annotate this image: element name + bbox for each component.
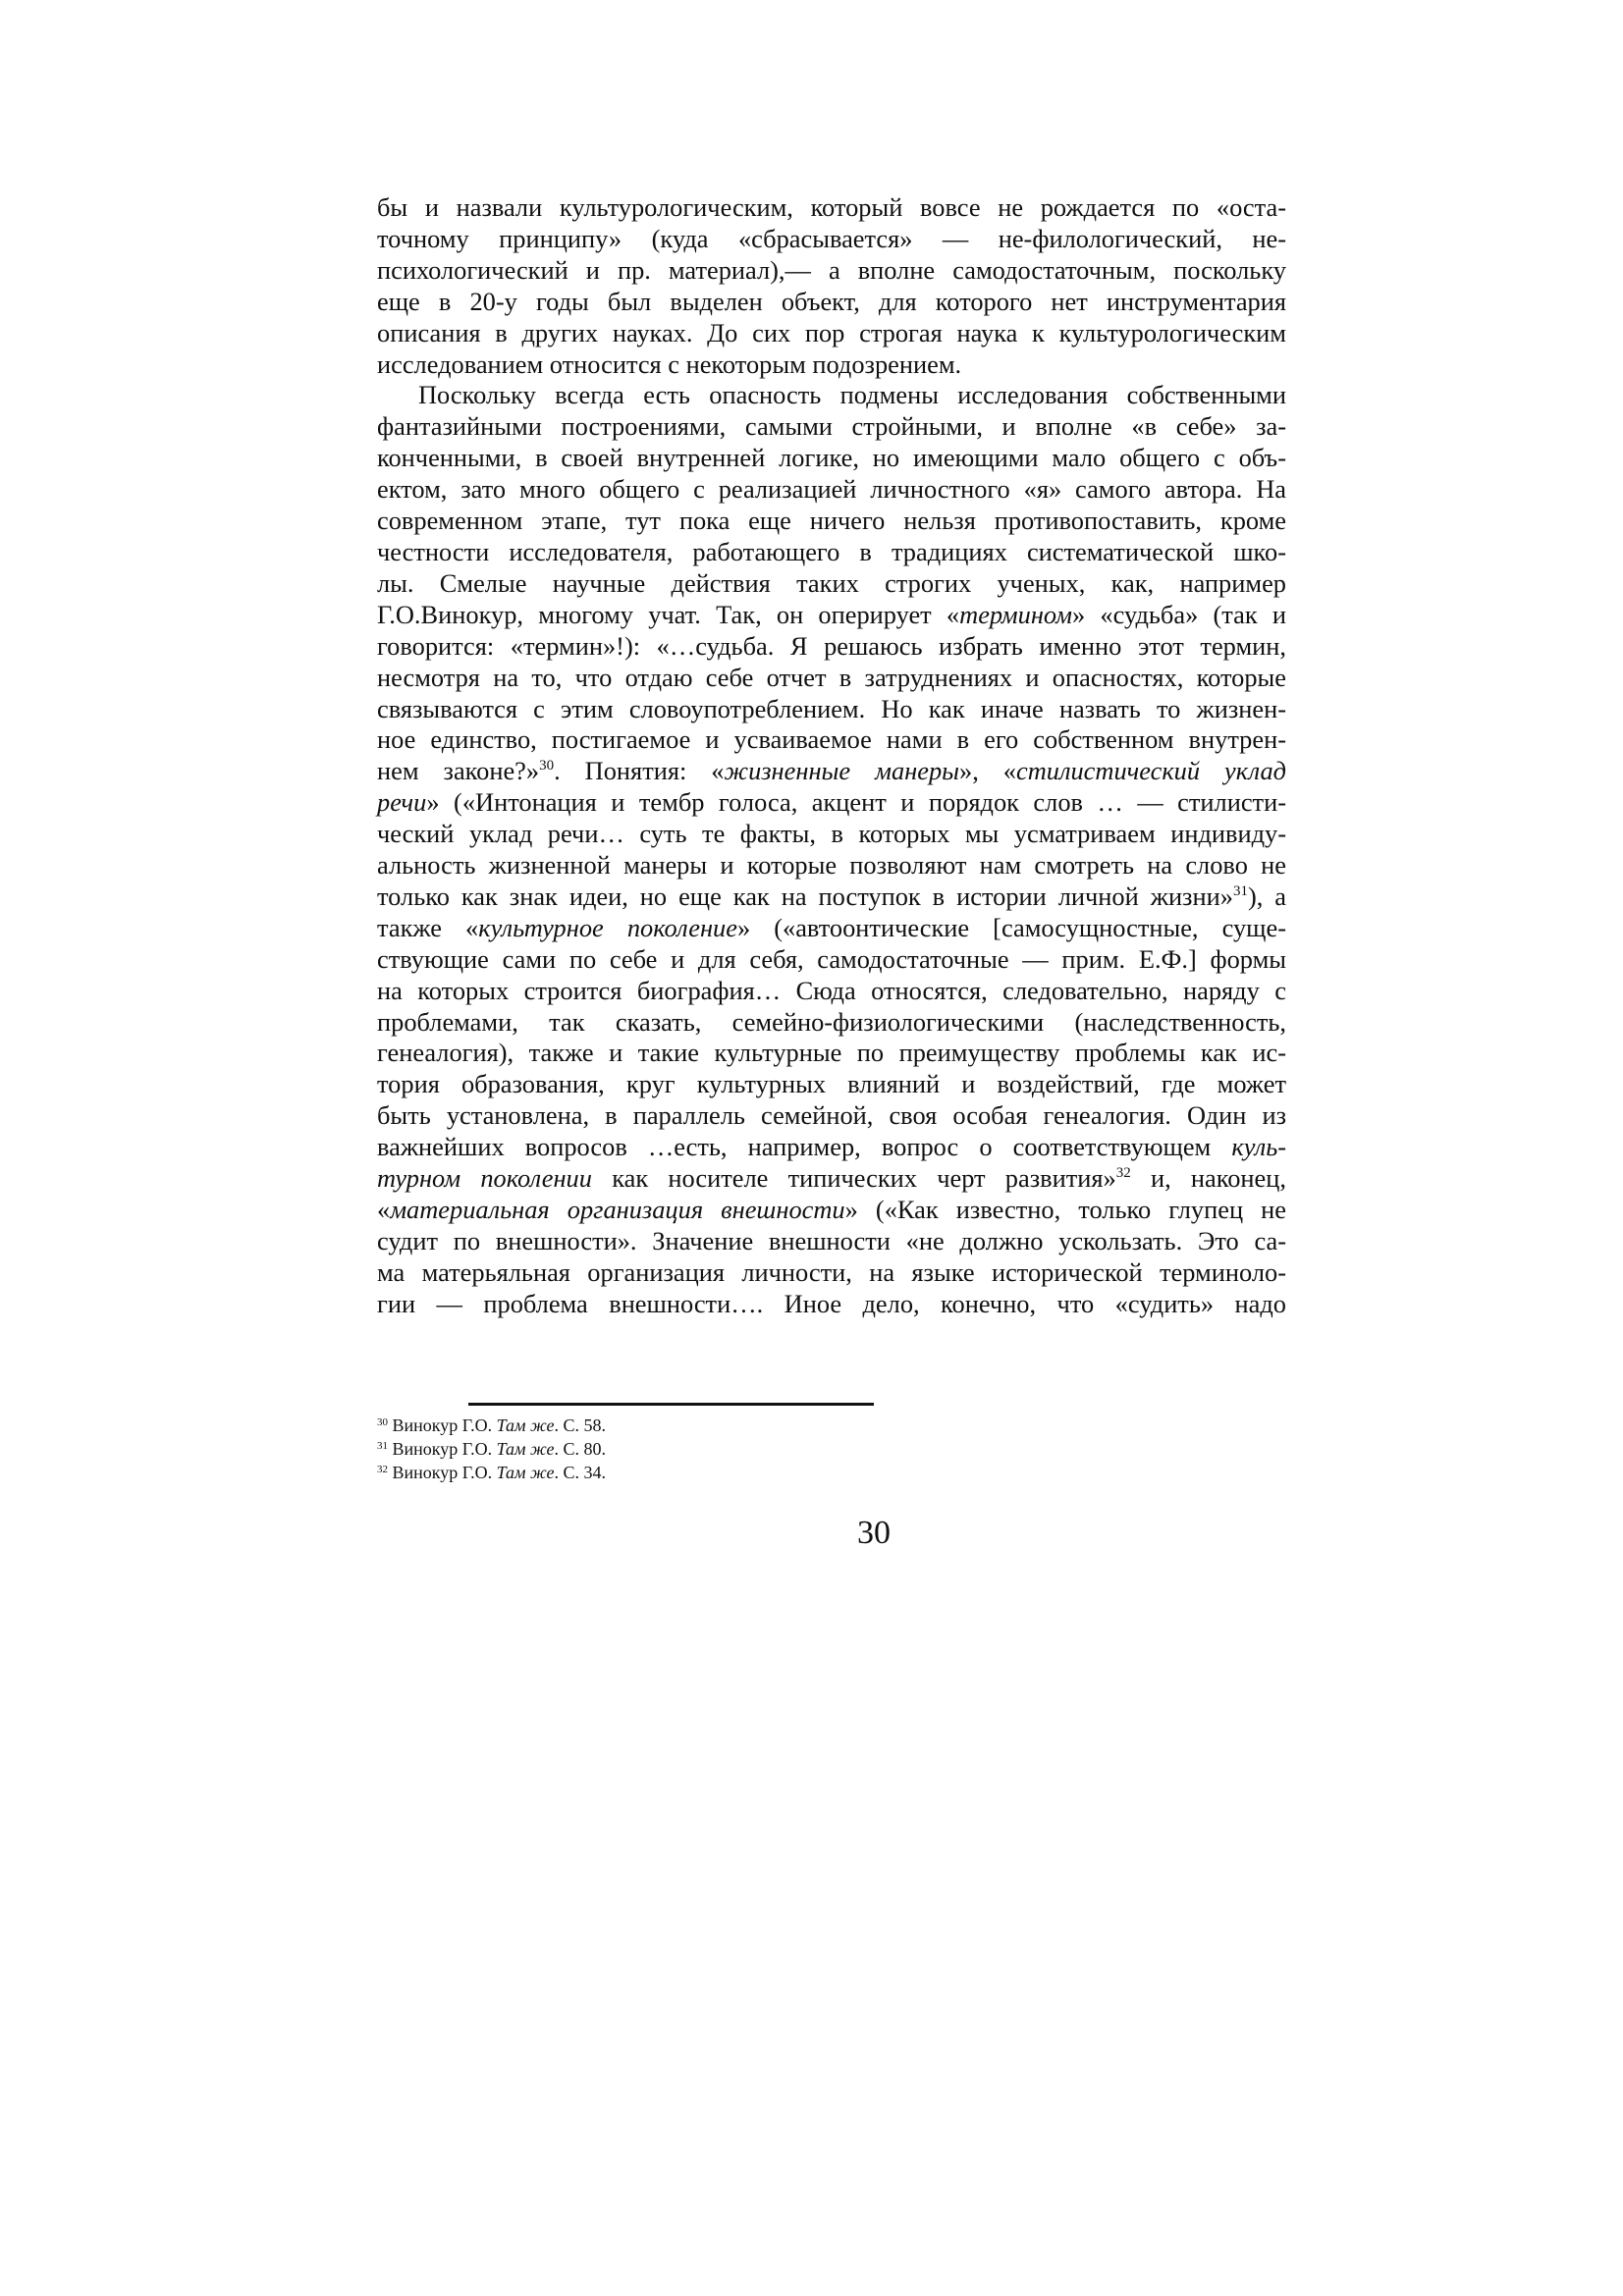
body-text [377, 192, 1286, 1320]
text-run: » («автоонтические [самосущностные, суще- [736, 912, 1286, 942]
text-run: » («Как известно, только глупец не [844, 1195, 1287, 1224]
text-line: говорится: «термин»!): «…судьба. Я решаюсь избрать именно этот термин, [377, 630, 1286, 661]
text-line [377, 787, 1286, 819]
footnote-number: 30 [377, 1416, 388, 1428]
text-run: важнейших вопросов …есть, например, вопрос о соответствующем [377, 1132, 1232, 1162]
footnote-author: Винокур Г.О. [392, 1439, 497, 1459]
text-line: точному принципу» (куда «сбрасывается» — не-филологический, не- [377, 223, 1286, 253]
text-run: » «судьба» (так и [1071, 599, 1287, 629]
italic-term: термином [959, 599, 1072, 629]
footnote-32 [377, 1461, 966, 1484]
footnote-page: . С. 34. [554, 1463, 606, 1482]
footnote-page: . С. 80. [554, 1439, 606, 1459]
text-line: генеалогия), также и такие культурные по преимуществу проблемы как ис- [377, 1038, 1286, 1068]
italic-term: куль- [1231, 1132, 1286, 1162]
footnote-ref: Там же [496, 1439, 555, 1459]
text-line: несмотря на то, что отдаю себе отчет в затруднениях и опасностях, которые [377, 662, 1286, 692]
text-run: . Понятия: « [554, 756, 725, 786]
text-line: ное единство, постигаемое и усваиваемое нами в его собственном внутрен- [377, 724, 1286, 755]
text-line: быть установлена, в параллель семейной, своя особая генеалогия. Один из [377, 1100, 1286, 1131]
italic-term: речи [377, 787, 427, 818]
text-line [377, 913, 1286, 944]
text-line: описания в других науках. До сих пор строгая наука к культурологическим [377, 317, 1286, 347]
paragraph-1 [377, 192, 1286, 380]
footnote-page: . С. 58. [554, 1415, 606, 1435]
text-run: и, наконец, [1130, 1163, 1286, 1194]
text-line: проблемами, так сказать, семейно-физиологическими (наследственность, [377, 1006, 1286, 1037]
text-line: ектом, зато много общего с реализацией личностного «я» самого автора. На [377, 474, 1286, 505]
footnote-ref: Там же [496, 1463, 555, 1482]
text-line: современном этапе, тут пока еще ничего нельзя противопоставить, кроме [377, 506, 1286, 536]
text-line: исследованием относится с некоторым подозрением. [377, 348, 962, 379]
text-line: ствующие сами по себе и для себя, самодостаточные — прим. Е.Ф.] формы [377, 943, 1286, 974]
text-run: », « [959, 756, 1017, 786]
text-run: Г.О.Винокур, многому учат. Так, он оперирует « [377, 599, 960, 629]
text-line: гии — проблема внешности…. Иное дело, конечно, что «судить» надо [377, 1288, 1286, 1318]
italic-term: турном поколении [377, 1163, 592, 1194]
text-line [377, 600, 1286, 631]
page-number: 30 [857, 1515, 891, 1551]
text-line: связываются с этим словоупотреблением. Но как иначе назвать то жизнен- [377, 693, 1286, 723]
text-run: нем законе?» [377, 756, 540, 786]
text-line [377, 756, 1286, 787]
text-run: как носителе типических черт развития» [591, 1163, 1116, 1194]
text-run: » («Интонация и тембр голоса, акцент и порядок слов … — стилисти- [426, 787, 1286, 818]
footnote-number: 32 [377, 1464, 388, 1475]
text-line [377, 1163, 1286, 1195]
footnotes [377, 1414, 966, 1484]
text-run: только как знак идеи, но еще как на поступок в истории личной жизни» [377, 881, 1233, 911]
text-line: ческий уклад речи… суть те факты, в которых мы усматриваем индивиду- [377, 819, 1286, 849]
text-run: ), а [1247, 881, 1287, 911]
footnote-ref-30: 30 [539, 758, 555, 774]
text-line: на которых строится биография… Сюда относятся, следовательно, наряду с [377, 975, 1286, 1005]
text-line: тория образования, круг культурных влияний и воздействий, где может [377, 1069, 1286, 1099]
text-line: бы и назвали культурологическим, который вовсе не рождается по «оста- [377, 192, 1286, 222]
footnote-30 [377, 1414, 966, 1437]
footnote-ref-31: 31 [1232, 882, 1248, 899]
footnote-ref: Там же [496, 1415, 555, 1435]
text-line: лы. Смелые научные действия таких строгих ученых, как, например [377, 567, 1286, 598]
text-line [377, 1195, 1286, 1226]
text-line: конченными, в своей внутренней логике, но имеющими мало общего с объ- [377, 443, 1286, 473]
text-line: ма матерьяльная организация личности, на языке исторической терминоло- [377, 1256, 1286, 1287]
text-line: еще в 20-у годы был выделен объект, для которого нет инструментария [377, 286, 1286, 316]
footnote-number: 31 [377, 1440, 388, 1452]
text-line: судит по внешности». Значение внешности «не должно ускользать. Это са- [377, 1225, 1286, 1255]
footnote-author: Винокур Г.О. [392, 1415, 497, 1435]
text-run: также « [377, 912, 479, 942]
text-line: альность жизненной манеры и которые позволяют нам смотреть на слово не [377, 850, 1286, 881]
text-line: психологический и пр. материал),— а вполне самодостаточным, поскольку [377, 254, 1286, 285]
text-line: Поскольку всегда есть опасность подмены исследования собственными [418, 380, 1286, 410]
text-line [377, 1132, 1286, 1163]
footnote-divider [468, 1403, 874, 1406]
paragraph-2 [377, 380, 1286, 1319]
italic-term: стилистический уклад [1016, 756, 1287, 786]
footnote-ref-32: 32 [1115, 1165, 1131, 1182]
footnote-31 [377, 1437, 966, 1461]
italic-term: жизненные манеры [724, 756, 960, 786]
text-line [377, 881, 1286, 913]
italic-term: материальная организация внешности [390, 1195, 845, 1224]
text-line: фантазийными построениями, самыми стройными, и вполне «в себе» за- [377, 411, 1286, 442]
italic-term: культурное поколение [478, 912, 737, 942]
text-line: честности исследователя, работающего в традициях систематической шко- [377, 536, 1286, 566]
text-run: « [377, 1195, 391, 1224]
footnote-author: Винокур Г.О. [392, 1463, 497, 1482]
